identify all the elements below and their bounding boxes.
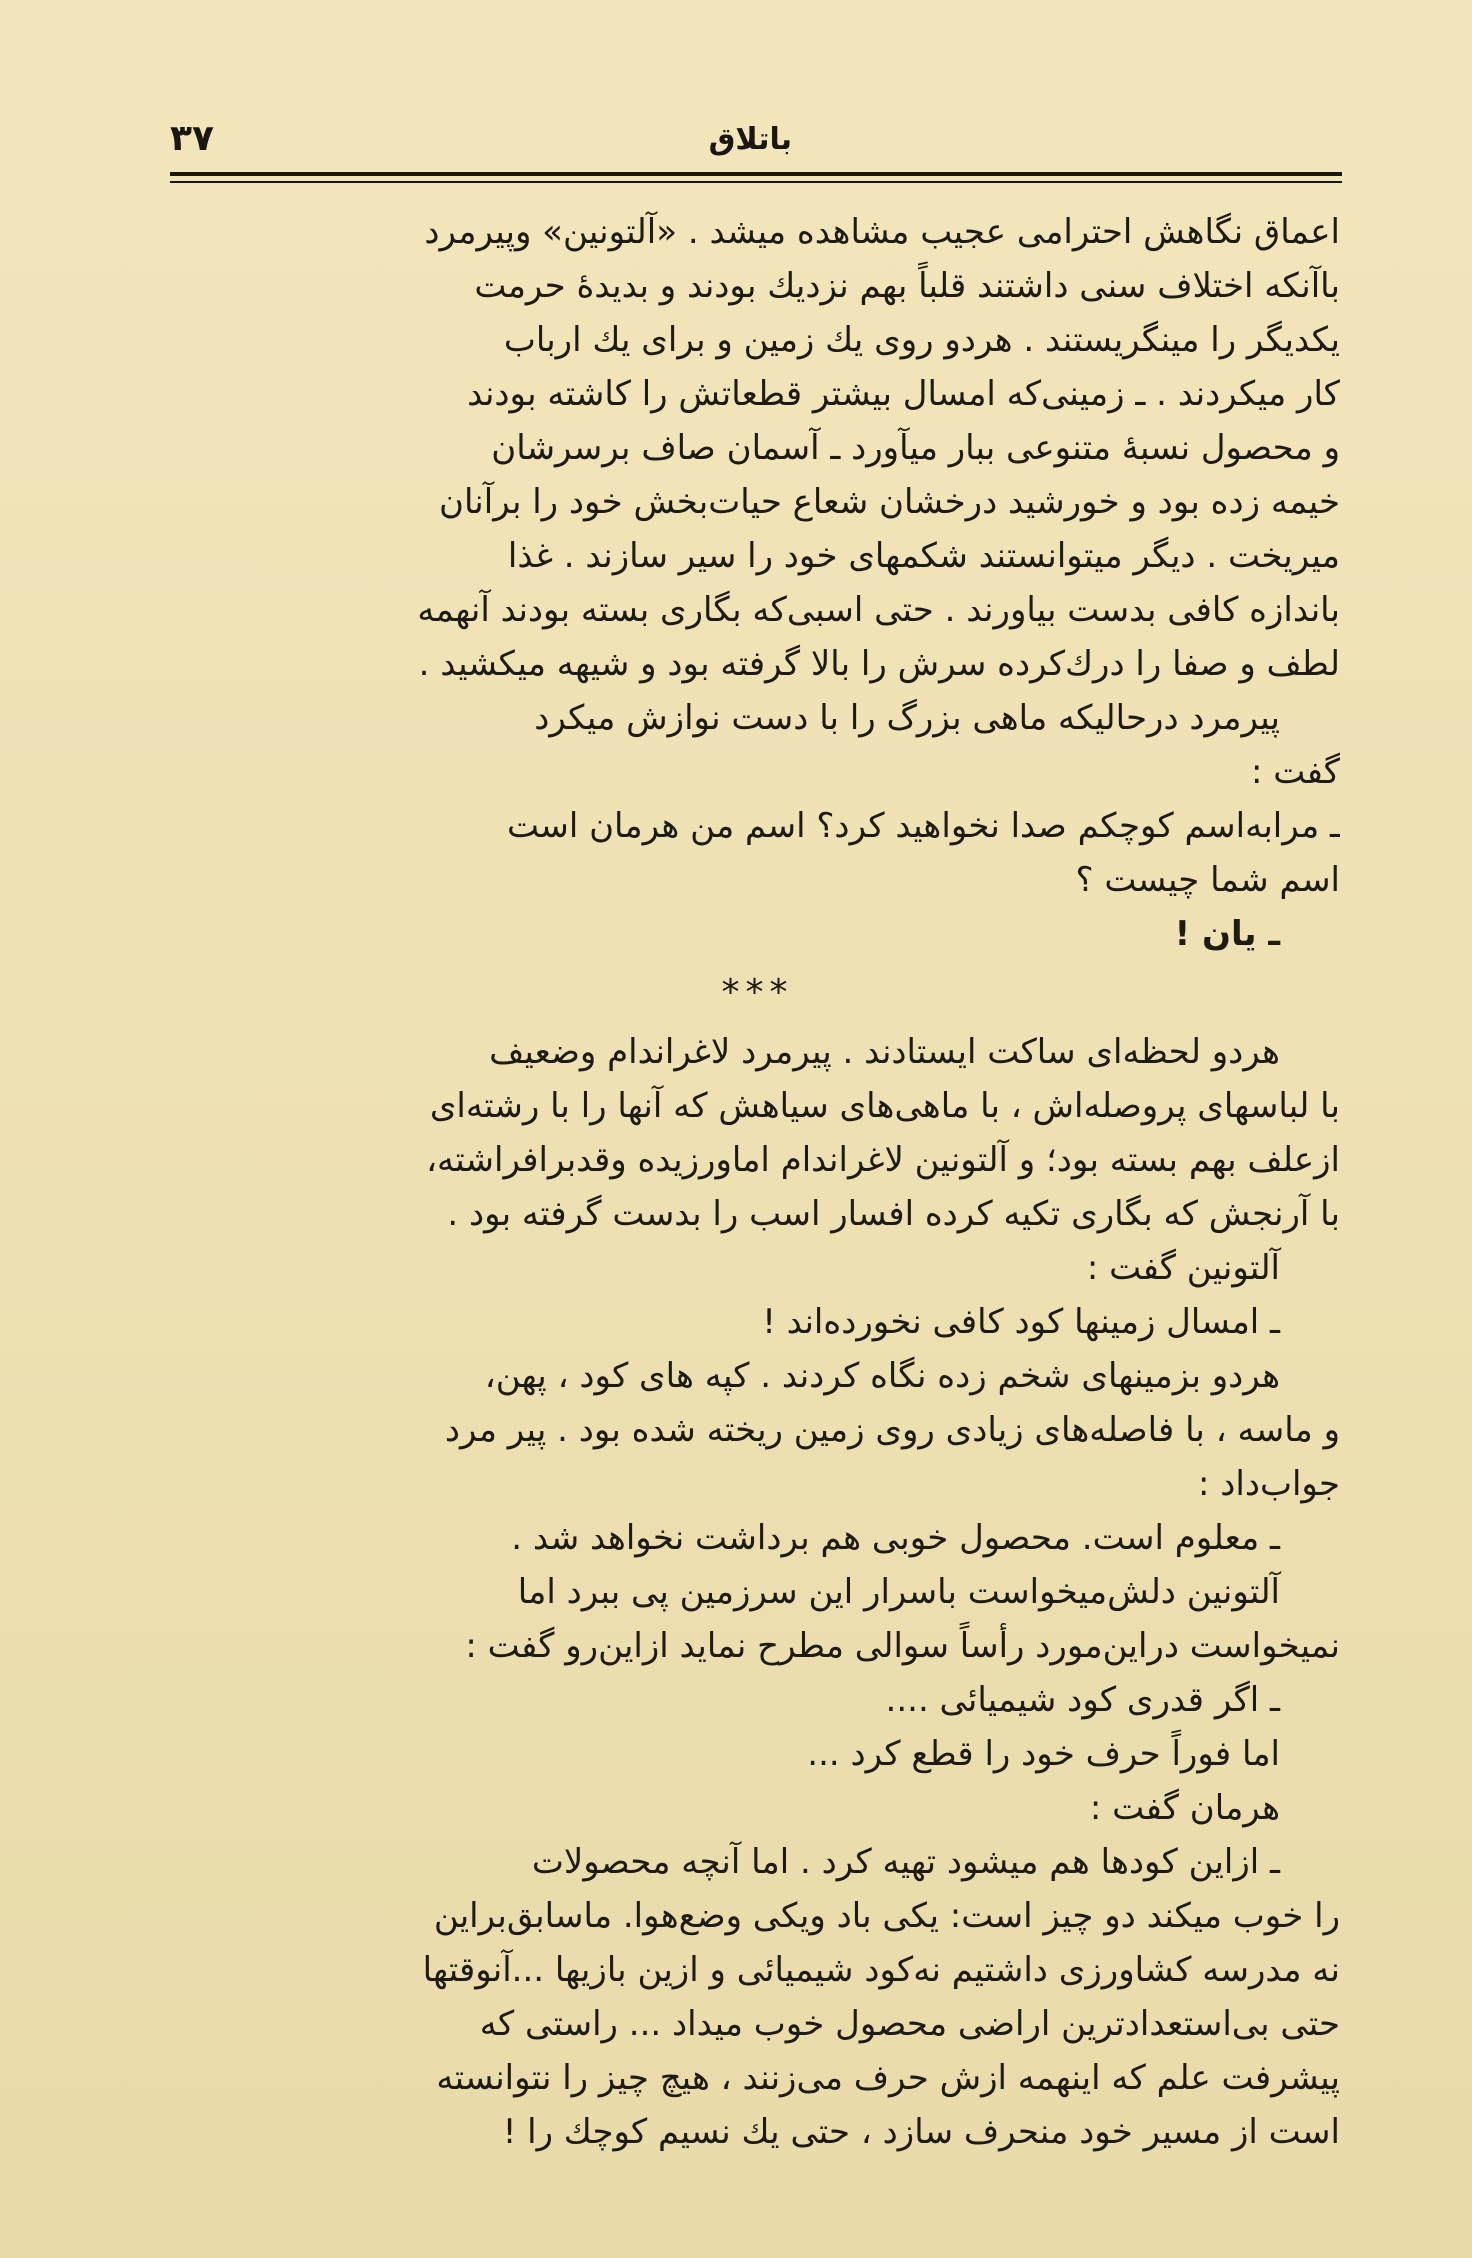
text-line: است از مسیر خود منحرف سازد ، حتی یك نسیم کوچك را ! bbox=[502, 2112, 1340, 2152]
text-line: باندازه کافی بدست بیاورند . حتی اسبی‌که بگاری بسته بودند آنهمه bbox=[417, 590, 1340, 630]
text-line: با آرنجش که بگاری تکیه کرده افسار اسب را بدست گرفته بود . bbox=[447, 1194, 1340, 1234]
text-line: جواب‌داد : bbox=[1197, 1464, 1340, 1504]
text-line: آلتونین دلش‌میخواست باسرار این سرزمین پی ببرد اما bbox=[517, 1572, 1280, 1612]
text-line: آلتونین گفت : bbox=[1086, 1248, 1280, 1288]
text-line: اما فوراً حرف خود را قطع کرد ... bbox=[807, 1734, 1280, 1774]
text-line: نه مدرسه کشاورزی داشتیم نه‌کود شیمیائی و ازین بازیها ...آنوقتها bbox=[422, 1950, 1340, 1990]
text-line: میریخت . دیگر میتوانستند شکمهای خود را سیر سازند . غذا bbox=[507, 536, 1340, 576]
page-header bbox=[170, 118, 1342, 168]
text-line: حتی بی‌استعدادترین اراضی محصول خوب میداد ... راستی که bbox=[479, 2004, 1340, 2044]
page-number: ۳۷ bbox=[170, 118, 214, 159]
text-line: گفت : bbox=[1250, 752, 1340, 792]
text-line: یکدیگر را مینگریستند . هردو روی یك زمین و برای یك ارباب bbox=[503, 320, 1340, 360]
text-line: هردو بزمینهای شخم زده نگاه کردند . کپه های کود ، پهن، bbox=[484, 1356, 1280, 1396]
body-text bbox=[175, 205, 1340, 2159]
header-rule-thin bbox=[170, 181, 1342, 183]
text-line: نمیخواست دراین‌مورد رأساً سوالی مطرح نماید ازاین‌رو گفت : bbox=[465, 1626, 1340, 1666]
dialogue-line: ـ معلوم است. محصول خوبی هم برداشت نخواهد شد . bbox=[511, 1518, 1280, 1558]
text-line: و ماسه ، با فاصله‌های زیادی روی زمین ریخته شده بود . پیر مرد bbox=[444, 1410, 1340, 1450]
text-line: با لباسهای پروصله‌اش ، با ماهی‌های سیاهش که آنها را با رشته‌ای bbox=[429, 1086, 1340, 1126]
text-line: لطف و صفا را درك‌کرده سرش را بالا گرفته بود و شیهه میکشید . bbox=[418, 644, 1340, 684]
text-line: خیمه زده بود و خورشید درخشان شعاع حیات‌بخش خود را برآنان bbox=[438, 482, 1340, 522]
section-ornament: *** bbox=[721, 972, 794, 1013]
header-rule-thick bbox=[170, 172, 1342, 176]
dialogue-line: ـ یان ! bbox=[1174, 914, 1280, 954]
dialogue-line: ـ اگر قدری کود شیمیائی .... bbox=[885, 1680, 1280, 1720]
text-line: اعماق نگاهش احترامی عجیب مشاهده میشد . «آلتونین» وپیرمرد bbox=[424, 212, 1340, 252]
running-title: باتلاق bbox=[708, 122, 792, 157]
text-line: کار میکردند . ـ زمینی‌که امسال بیشتر قطعاتش را کاشته بودند bbox=[467, 374, 1340, 414]
dialogue-line: ـ مرابه‌اسم کوچکم صدا نخواهید کرد؟ اسم من هرمان است bbox=[506, 806, 1340, 846]
text-line: هرمان گفت : bbox=[1089, 1788, 1280, 1828]
text-line: و محصول نسبهٔ متنوعی ببار میآورد ـ آسمان صاف برسرشان bbox=[491, 428, 1340, 468]
text-line: پیشرفت علم که اینهمه ازش حرف می‌زنند ، هیچ چیز را نتوانسته bbox=[436, 2058, 1340, 2098]
text-line: ازعلف بهم بسته بود؛ و آلتونین لاغراندام اماورزیده وقدبرافراشته، bbox=[426, 1140, 1340, 1180]
text-line: هردو لحظه‌ای ساکت ایستادند . پیرمرد لاغراندام وضعیف bbox=[489, 1032, 1280, 1072]
text-line: باآنکه اختلاف سنی داشتند قلباً بهم نزدیك بودند و بدیدهٔ حرمت bbox=[474, 266, 1340, 306]
text-line: اسم شما چیست ؟ bbox=[1075, 860, 1340, 900]
dialogue-line: ـ ازاین کودها هم میشود تهیه کرد . اما آنچه محصولات bbox=[531, 1842, 1280, 1882]
text-line: را خوب میکند دو چیز است: یکی باد ویکی وضع‌هوا. ماسابق‌براین bbox=[433, 1896, 1340, 1936]
dialogue-line: ـ امسال زمینها کود کافی نخورده‌اند ! bbox=[762, 1302, 1280, 1342]
text-line: پیرمرد درحالیکه ماهی بزرگ را با دست نوازش میکرد bbox=[534, 698, 1280, 738]
